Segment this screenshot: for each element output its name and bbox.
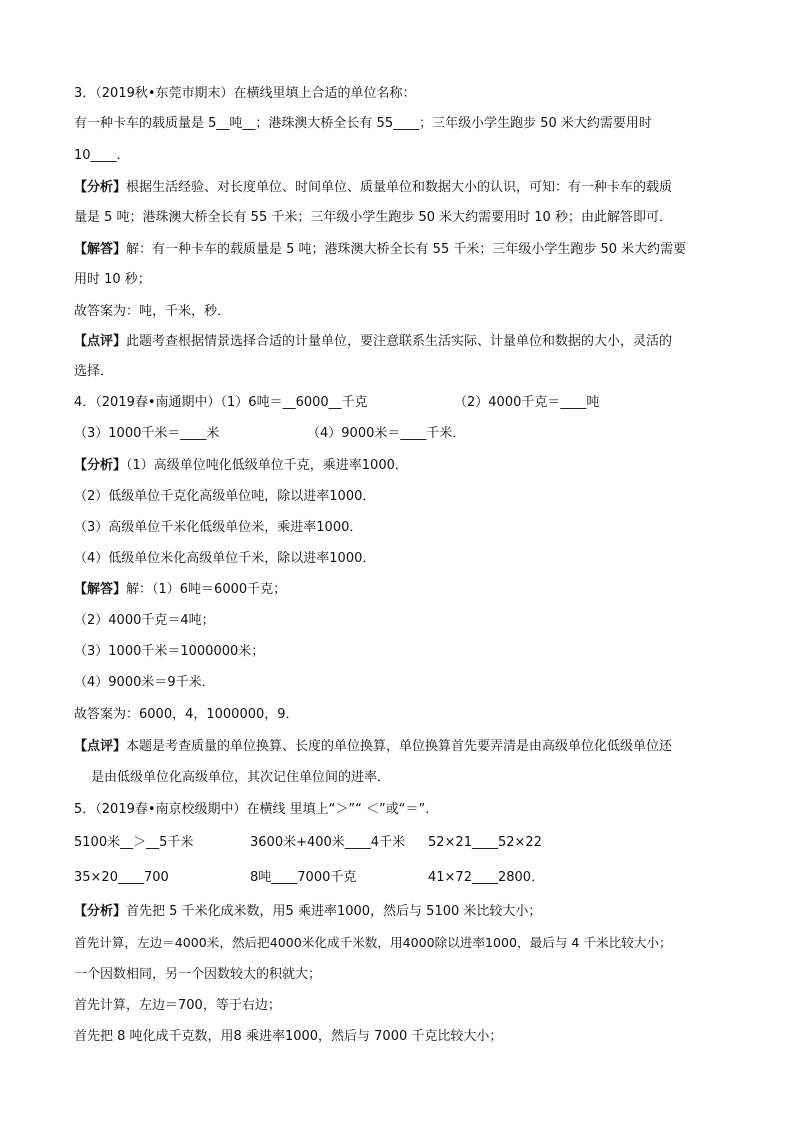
q3-title-text: 3．（2019秋•东莞市期末）在横线里填上合适的单位名称： bbox=[74, 86, 416, 101]
text: ；港珠澳大桥全长有 55 bbox=[255, 116, 394, 131]
review-text: 本题是考查质量的单位换算、长度的单位换算，单位换算首先要弄清是由高级单位化低级单位还 bbox=[126, 739, 673, 754]
solution-text: （2）4000千克＝4吨； bbox=[74, 613, 215, 628]
text: 10 bbox=[74, 148, 91, 163]
analysis-text: 首先把 8 吨化成千克数，用8 乘进率1000，然后与 7000 千克比较大小； bbox=[74, 1029, 503, 1044]
blank: ____ bbox=[90, 148, 117, 163]
blank: ____ bbox=[393, 116, 420, 131]
text: 有一种卡车的载质量是 5 bbox=[74, 116, 217, 131]
solution-label: 【解答】 bbox=[74, 242, 127, 257]
blank-answer: __吨__ bbox=[216, 116, 256, 131]
q5-analysis-2 bbox=[74, 933, 734, 953]
analysis-text: 首先计算，左边＝4000米，然后把4000米化成千米数，用4000除以进率1000，最后与 4 千米比较大小； bbox=[74, 935, 672, 950]
text: ． bbox=[116, 148, 130, 163]
text: ；三年级小学生跑步 50 米大约需要用时 bbox=[419, 116, 652, 131]
solution-text: 用时 10 秒； bbox=[74, 272, 151, 287]
analysis-text: 首先计算，左边＝700，等于右边； bbox=[74, 998, 281, 1013]
q5-analysis-5 bbox=[74, 1027, 734, 1047]
analysis-text: 量是 5 吨；港珠澳大桥全长有 55 千米；三年级小学生跑步 50 米大约需要用时 10 秒；由此解答即可． bbox=[74, 210, 672, 225]
q4-analysis-3 bbox=[74, 518, 734, 538]
q4-analysis-4 bbox=[74, 549, 734, 569]
compare-item: 41×72____2800． bbox=[428, 870, 545, 885]
q3-answer bbox=[74, 302, 734, 322]
text: 4．（2019春•南通期中）（1）6吨＝ bbox=[74, 395, 283, 410]
q5-row2 bbox=[74, 868, 734, 888]
text: （4）9000米＝____千米． bbox=[307, 426, 466, 441]
analysis-label: 【分析】 bbox=[74, 180, 127, 195]
analysis-text: （1）高级单位吨化低级单位千克，乘进率1000． bbox=[126, 458, 408, 473]
analysis-text: （3）高级单位千米化低级单位米，乘进率1000． bbox=[74, 520, 363, 535]
q4-solution-2 bbox=[74, 611, 734, 631]
solution-text: 解：（1）6吨＝6000千克； bbox=[126, 582, 287, 597]
analysis-label: 【分析】 bbox=[74, 458, 127, 473]
compare-item: 3600米+400米____4千米 bbox=[250, 835, 406, 850]
compare-item: 5100米__＞__5千米 bbox=[74, 835, 194, 850]
analysis-text: 首先把 5 千米化成米数，用5 乘进率1000，然后与 5100 米比较大小； bbox=[126, 904, 542, 919]
analysis-text: （4）低级单位米化高级单位千米，除以进率1000． bbox=[74, 551, 376, 566]
q5-row1 bbox=[74, 833, 734, 853]
text: （2）4000千克＝____吨 bbox=[454, 395, 600, 410]
q4-analysis-2 bbox=[74, 487, 734, 507]
solution-text: （4）9000米＝9千米． bbox=[74, 675, 215, 690]
q4-review-2 bbox=[91, 768, 734, 788]
q5-analysis-1 bbox=[74, 902, 734, 922]
solution-text: 解：有一种卡车的载质量是 5 吨；港珠澳大桥全长有 55 千米；三年级小学生跑步 50 米大约需要 bbox=[126, 242, 687, 257]
compare-item: 8吨____7000千克 bbox=[250, 870, 357, 885]
q3-solution-2 bbox=[74, 270, 734, 290]
q5-analysis-4 bbox=[74, 996, 734, 1016]
review-text: 是由低级单位化高级单位，其次记住单位间的进率． bbox=[91, 770, 391, 785]
q4-analysis-1 bbox=[74, 456, 734, 476]
solution-text: （3）1000千米＝1000000米； bbox=[74, 644, 265, 659]
q4-answer bbox=[74, 705, 734, 725]
analysis-text: （2）低级单位千克化高级单位吨，除以进率1000． bbox=[74, 489, 376, 504]
answer-text: 故答案为：6000，4，1000000，9． bbox=[74, 707, 299, 722]
q4-row2 bbox=[74, 424, 734, 444]
review-label: 【点评】 bbox=[74, 334, 127, 349]
answer-text: 故答案为：吨，千米，秒． bbox=[74, 304, 231, 319]
q4-solution-3 bbox=[74, 642, 734, 662]
q5-title-text: 5．（2019春•南京校级期中）在横线 里填上“＞”“ ＜”或“＝”． bbox=[74, 802, 439, 817]
q3-review-1 bbox=[74, 332, 734, 352]
solution-label: 【解答】 bbox=[74, 582, 127, 597]
text: 千克 bbox=[341, 395, 368, 410]
q4-review-1 bbox=[74, 737, 734, 757]
review-text: 选择． bbox=[74, 364, 114, 379]
q3-line1 bbox=[74, 114, 734, 134]
q4-solution-1 bbox=[74, 580, 734, 600]
q3-solution-1 bbox=[74, 240, 734, 260]
compare-item: 35×20____700 bbox=[74, 870, 169, 885]
q3-analysis-1 bbox=[74, 178, 734, 198]
compare-item: 52×21____52×22 bbox=[428, 835, 542, 850]
q4-row1 bbox=[74, 393, 734, 413]
q3-analysis-2 bbox=[74, 208, 734, 228]
q3-review-2 bbox=[74, 362, 734, 382]
analysis-text: 根据生活经验、对长度单位、时间单位、质量单位和数据大小的认识，可知：有一种卡车的载质 bbox=[126, 180, 673, 195]
review-label: 【点评】 bbox=[74, 739, 127, 754]
q5-title bbox=[74, 800, 734, 820]
analysis-text: 一个因数相同，另一个因数较大的积就大； bbox=[74, 967, 322, 982]
q5-analysis-3 bbox=[74, 965, 734, 985]
analysis-label: 【分析】 bbox=[74, 904, 127, 919]
blank-answer: __6000__ bbox=[282, 395, 342, 410]
review-text: 此题考查根据情景选择合适的计量单位，要注意联系生活实际、计量单位和数据的大小，灵活的 bbox=[126, 334, 673, 349]
q3-line2 bbox=[74, 146, 734, 166]
q4-solution-4 bbox=[74, 673, 734, 693]
q3-title bbox=[74, 84, 734, 104]
text: （3）1000千米＝____米 bbox=[74, 426, 220, 441]
